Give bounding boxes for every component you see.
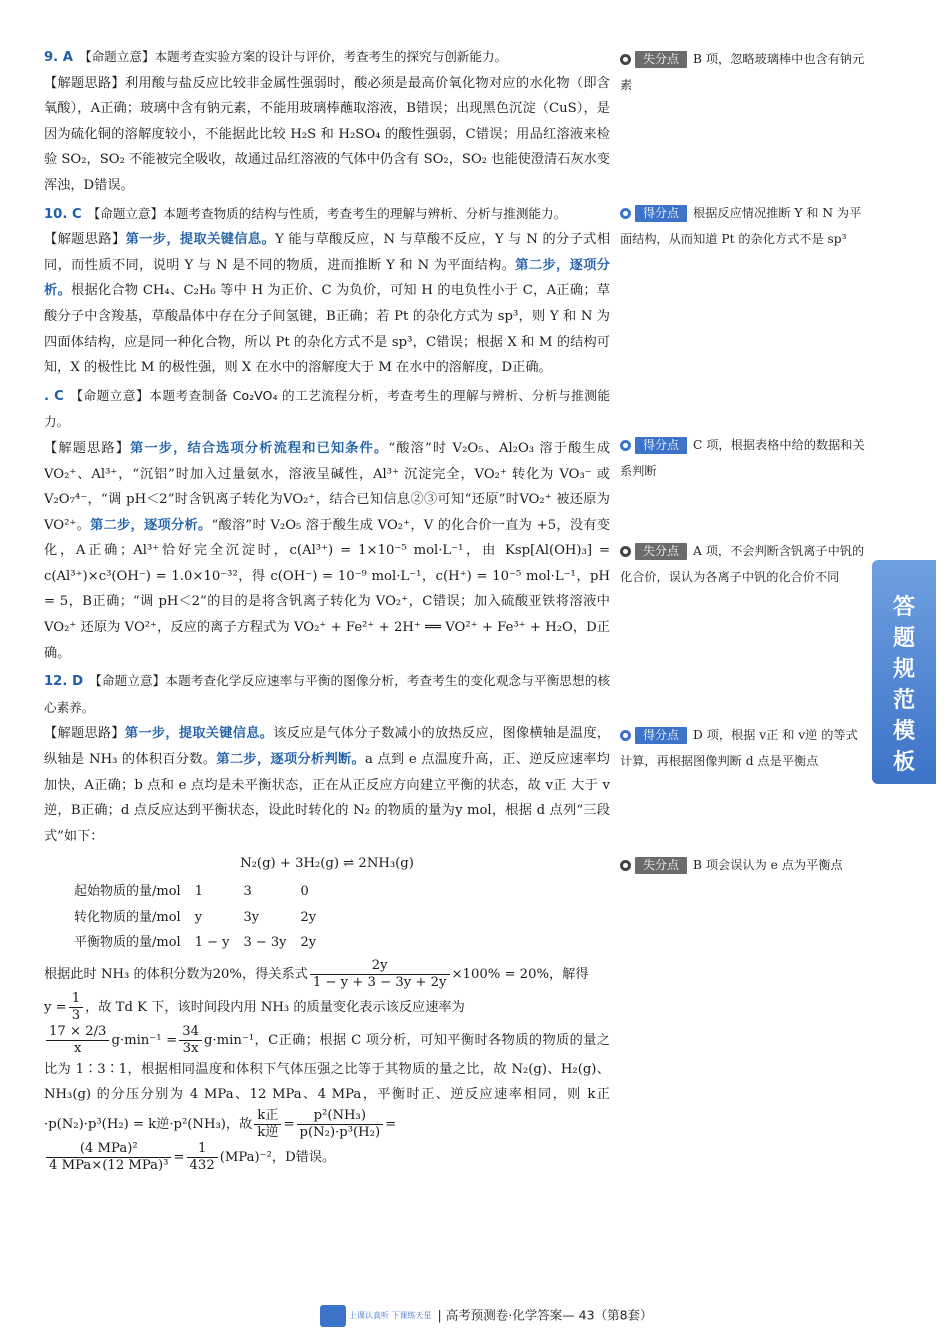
q10-step2: 第二步，逐项分析。	[44, 257, 610, 299]
q12-calc-text: g·min⁻¹ =	[111, 1032, 178, 1048]
table-cell: 0	[300, 884, 309, 899]
loss-point-tag: 失分点	[635, 857, 687, 874]
q11-intent	[44, 383, 610, 436]
q12-solution	[44, 721, 610, 849]
q12-calc-text: =	[173, 1149, 185, 1165]
q9-solution: 【解题思路】利用酸与盐反应比较非金属性强弱时，酸必须是最高价氧化物对应的水化物（即含氧酸），A正确；玻璃中含有钠元素，不能用玻璃棒蘸取溶液，B错误；出现黑色沉淀（CuS），是因为硫化铜的溶解度较小，不能据此比较 H₂S 和 H₂SO₄ 的酸性强弱，C错误；用品红溶液来检验 SO₂，SO₂ 不能被完全吸收，故通过品红溶液的气体中仍含有 SO₂，SO₂ 也能使澄清石灰水变浑浊，D错误。	[44, 75, 610, 193]
q12-intent	[44, 668, 610, 721]
numerator: 17 × 2/3	[46, 1024, 109, 1041]
q10-side-note	[620, 200, 866, 252]
q11-side-note-score	[620, 432, 866, 484]
bullet-icon	[620, 546, 631, 557]
numerator: p²(NH₃)	[297, 1108, 384, 1125]
side-note-text: 根据反应情况推断 Y 和 N 为平面结构，从而知道 Pt 的杂化方式不是 sp³	[620, 206, 862, 246]
q10-solution-head: 【解题思路】	[44, 232, 126, 248]
q12-number: 12. D	[44, 674, 84, 690]
q11-step1-text: “酸溶”时 V₂O₅、Al₂O₃ 溶于酸生成 VO₂⁺、Al³⁺，“沉铝”时加入过量氨水，溶液呈碱性，Al³⁺ 沉淀完全，VO₂⁺ 转化为 VO₃⁻ 或 V₂O₇⁴⁻，“调 pH＜2”时含钒离子转化为VO₂⁺，结合已知信息②③可知“还原”时VO₂⁺ 被还原为VO²⁺。	[44, 440, 611, 533]
q12-step2-text: a 点到 e 点温度升高，正、逆反应速率均加快，A正确；b 点和 e 点均是未平衡状态，正在从正反应方向建立平衡的状态，故 v正 大于 v逆，B正确；d 点反应达到平衡状态，设此时转化的 N₂ 的物质的量为y mol，根据 d 点列“三段式”如下：	[44, 752, 610, 844]
fraction	[69, 991, 83, 1024]
bullet-icon	[620, 440, 631, 451]
table-cell: 1 − y	[194, 935, 230, 951]
q10-step2-text: 根据化合物 CH₄、C₂H₆ 等中 H 为正价、C 为负价，可知 H 的电负性小于 C，A正确；草酸分子中含羧基，草酸晶体中存在分子间氢键，B正确；若 Pt 的杂化方式为 sp³，则 Y 和 N 为四面体结构，应是同一种化合物，所以 Pt 的杂化方式不是 sp³，C错误；根据 X 和 M 的结构可知，X 的极性比 M 的极性强，则 X 在水中的溶解度大于 M 在水中的溶解度，D正确。	[44, 283, 611, 376]
denominator: 4 MPa×(12 MPa)³	[49, 1157, 169, 1173]
score-point-tag: 得分点	[635, 727, 687, 744]
fraction	[297, 1108, 384, 1141]
q11-number: . C	[44, 388, 64, 404]
denominator: 3	[71, 1007, 81, 1023]
q12-calc-4	[44, 1141, 610, 1174]
fraction	[179, 1024, 202, 1057]
table-cell: 3y	[243, 909, 260, 925]
q9-intent-text: 【命题立意】本题考查实验方案的设计与评价，考查考生的探究与创新能力。	[78, 49, 508, 64]
table-row	[74, 879, 330, 905]
q10-step1: 第一步，提取关键信息。	[125, 232, 276, 248]
numerator: (4 MPa)²	[46, 1141, 171, 1158]
q12-calc-text: 根据此时 NH₃ 的体积分数为20%，得关系式	[44, 966, 308, 982]
fraction	[310, 958, 450, 991]
q12-calc-text: g·min⁻¹，C正确；根据 C 项分析，可知平衡时各物质的物质的量之比为 1∶3∶1，根据相同温度和体积下气体压强之比等于其物质的量之比，故 N₂(g)、H₂(g)、NH₃(g) 的分压分别为 4 MPa、12 MPa、4 MPa，平衡时正、逆反应速率相同，则 k正·p(N₂)·p³(H₂) = k逆·p²(NH₃)，故	[44, 1032, 610, 1132]
score-point-tag: 得分点	[635, 205, 687, 222]
page-footer	[320, 1305, 653, 1327]
q12-step1-text: 该反应是气体分子数减小的放热反应，图像横轴是温度，纵轴是 NH₃ 的体积百分数。	[44, 726, 611, 768]
numerator: 1	[187, 1141, 218, 1158]
bullet-icon	[620, 730, 631, 741]
q12-calc-text: =	[385, 1116, 397, 1132]
table-cell: 3 − 3y	[243, 935, 287, 951]
bullet-icon	[620, 54, 631, 65]
table-cell: 起始物质的量/mol	[74, 884, 181, 899]
side-note-text: A 项，不会判断含钒离子中钒的化合价，误认为各离子中钒的化合价不同	[620, 544, 865, 584]
q9-number: 9. A	[44, 50, 73, 65]
score-point-tag: 得分点	[635, 437, 687, 454]
fraction	[46, 1141, 171, 1174]
q12-step1: 第一步，提取关键信息。	[124, 726, 274, 742]
q12-intent-text: 【命题立意】本题考查化学反应速率与平衡的图像分析，考查考生的变化观念与平衡思想的核心素养。	[44, 673, 610, 715]
denominator: p(N₂)·p³(H₂)	[299, 1124, 381, 1140]
q11-side-note-loss	[620, 538, 866, 590]
q11-intent-text: 【命题立意】本题考查制备 Co₂VO₄ 的工艺流程分析，考查考生的理解与辨析、分析与推测能力。	[44, 387, 610, 430]
denominator: k逆	[257, 1124, 279, 1140]
q11-step1: 第一步，结合选项分析流程和已知条件。	[130, 440, 389, 456]
side-note-text: C 项，根据表格中给的数据和关系判断	[620, 438, 865, 478]
denominator: 3x	[182, 1040, 199, 1056]
q11-solution-head: 【解题思路】	[44, 440, 131, 456]
tab-char: 模	[892, 719, 915, 744]
numerator: 34	[179, 1024, 202, 1041]
q12-calc-2	[44, 991, 610, 1024]
answer-column	[44, 44, 610, 1174]
q11-step2: 第二步，逐项分析。	[90, 517, 212, 533]
table-cell: 2y	[300, 935, 317, 951]
table-cell: 转化物质的量/mol	[74, 909, 181, 925]
q11-solution	[44, 436, 610, 666]
q10-step1-text: Y 能与草酸反应，N 与草酸不反应，Y 与 N 的分子式相同，而性质不同，说明 Y 与 N 是不同的物质，进而推断 Y 和 N 为平面结构。	[44, 232, 611, 273]
q12-side-note-score	[620, 722, 866, 774]
table-cell: 平衡物质的量/mol	[74, 935, 181, 951]
q12-solution-head: 【解题思路】	[44, 726, 125, 742]
table-row	[74, 905, 330, 931]
numerator: 2y	[310, 958, 450, 975]
loss-point-tag: 失分点	[635, 543, 687, 560]
q10-intent-text: 【命题立意】本题考查物质的结构与性质，考查考生的理解与辨析、分析与推测能力。	[87, 205, 567, 221]
side-note-text: B 项，忽略玻璃棒中也含有钠元素	[620, 52, 865, 92]
table-cell: y	[194, 909, 203, 925]
footer-text: | 高考预测卷·化学答案— 43（第8套）	[437, 1307, 653, 1323]
fraction	[46, 1024, 109, 1057]
bullet-icon	[620, 208, 631, 219]
q12-calc-text: (MPa)⁻²，D错误。	[219, 1149, 336, 1165]
table-cell: 3	[243, 884, 252, 899]
tab-char: 答	[892, 595, 915, 620]
q12-calc-text: y =	[44, 999, 67, 1015]
q10-number: 10. C	[44, 206, 82, 222]
q12-calc-text: ，故 Td K 下，该时间段内用 NH₃ 的质量变化表示该反应速率为	[85, 999, 465, 1015]
bullet-icon	[620, 860, 631, 871]
brand-logo-icon	[320, 1305, 346, 1327]
loss-point-tag: 失分点	[635, 51, 687, 68]
denominator: 1 − y + 3 − 3y + 2y	[312, 974, 447, 990]
fraction	[187, 1141, 218, 1174]
numerator: k正	[254, 1108, 281, 1125]
side-note-text: D 项，根据 v正 和 v逆 的等式计算，再根据图像判断 d 点是平衡点	[620, 728, 858, 768]
q11-step2-text: “酸溶”时 V₂O₅ 溶于酸生成 VO₂⁺，V 的化合价一直为 +5，没有变化，A正确；Al³⁺恰好完全沉淀时，c(Al³⁺) = 1×10⁻⁵ mol·L⁻¹，由 Ksp[Al(OH)₃] = c(Al³⁺)×c³(OH⁻) = 1.0×10⁻³²，得 c(OH⁻) = 10⁻⁹ mol·L⁻¹，c(H⁺) = 10⁻⁵ mol·L⁻¹，pH = 5，B正确；“调 pH＜2”的目的是将含钒离子转化为 VO₂⁺，C错误；加入硫酸亚铁将溶液中 VO₂⁺ 还原为 VO²⁺，反应的离子方程式为 VO₂⁺ + Fe²⁺ + 2H⁺ ══ VO²⁺ + Fe³⁺ + H₂O，D正确。	[44, 517, 610, 661]
q12-three-stage-table	[74, 879, 330, 956]
table-row	[74, 930, 330, 956]
section-side-tab	[872, 560, 936, 784]
q12-calc-1	[44, 958, 610, 991]
side-note-text: B 项会误认为 e 点为平衡点	[693, 858, 843, 872]
denominator: 432	[189, 1157, 215, 1173]
tab-char: 范	[892, 688, 915, 713]
q10-solution	[44, 227, 610, 381]
q10-intent	[44, 201, 610, 228]
q12-equation: N₂(g) + 3H₂(g) ⇌ 2NH₃(g)	[240, 856, 414, 872]
tab-char: 题	[892, 626, 915, 651]
brand-slogan: 上课认真听 下课练天星	[349, 1311, 432, 1320]
q12-step2: 第二步，逐项分析判断。	[216, 752, 365, 768]
q9-intent	[44, 44, 610, 71]
table-cell: 1	[194, 884, 203, 899]
table-cell: 2y	[300, 909, 317, 925]
q12-side-note-loss	[620, 852, 866, 878]
denominator: x	[74, 1040, 82, 1056]
fraction	[254, 1108, 281, 1141]
q12-calc-3	[44, 1024, 610, 1141]
tab-char: 板	[892, 750, 915, 775]
q9-side-note	[620, 46, 866, 98]
numerator: 1	[69, 991, 83, 1008]
tab-char: 规	[892, 657, 915, 682]
q12-calc-text: =	[283, 1116, 295, 1132]
q12-calc-text: ×100% = 20%，解得	[451, 966, 589, 982]
